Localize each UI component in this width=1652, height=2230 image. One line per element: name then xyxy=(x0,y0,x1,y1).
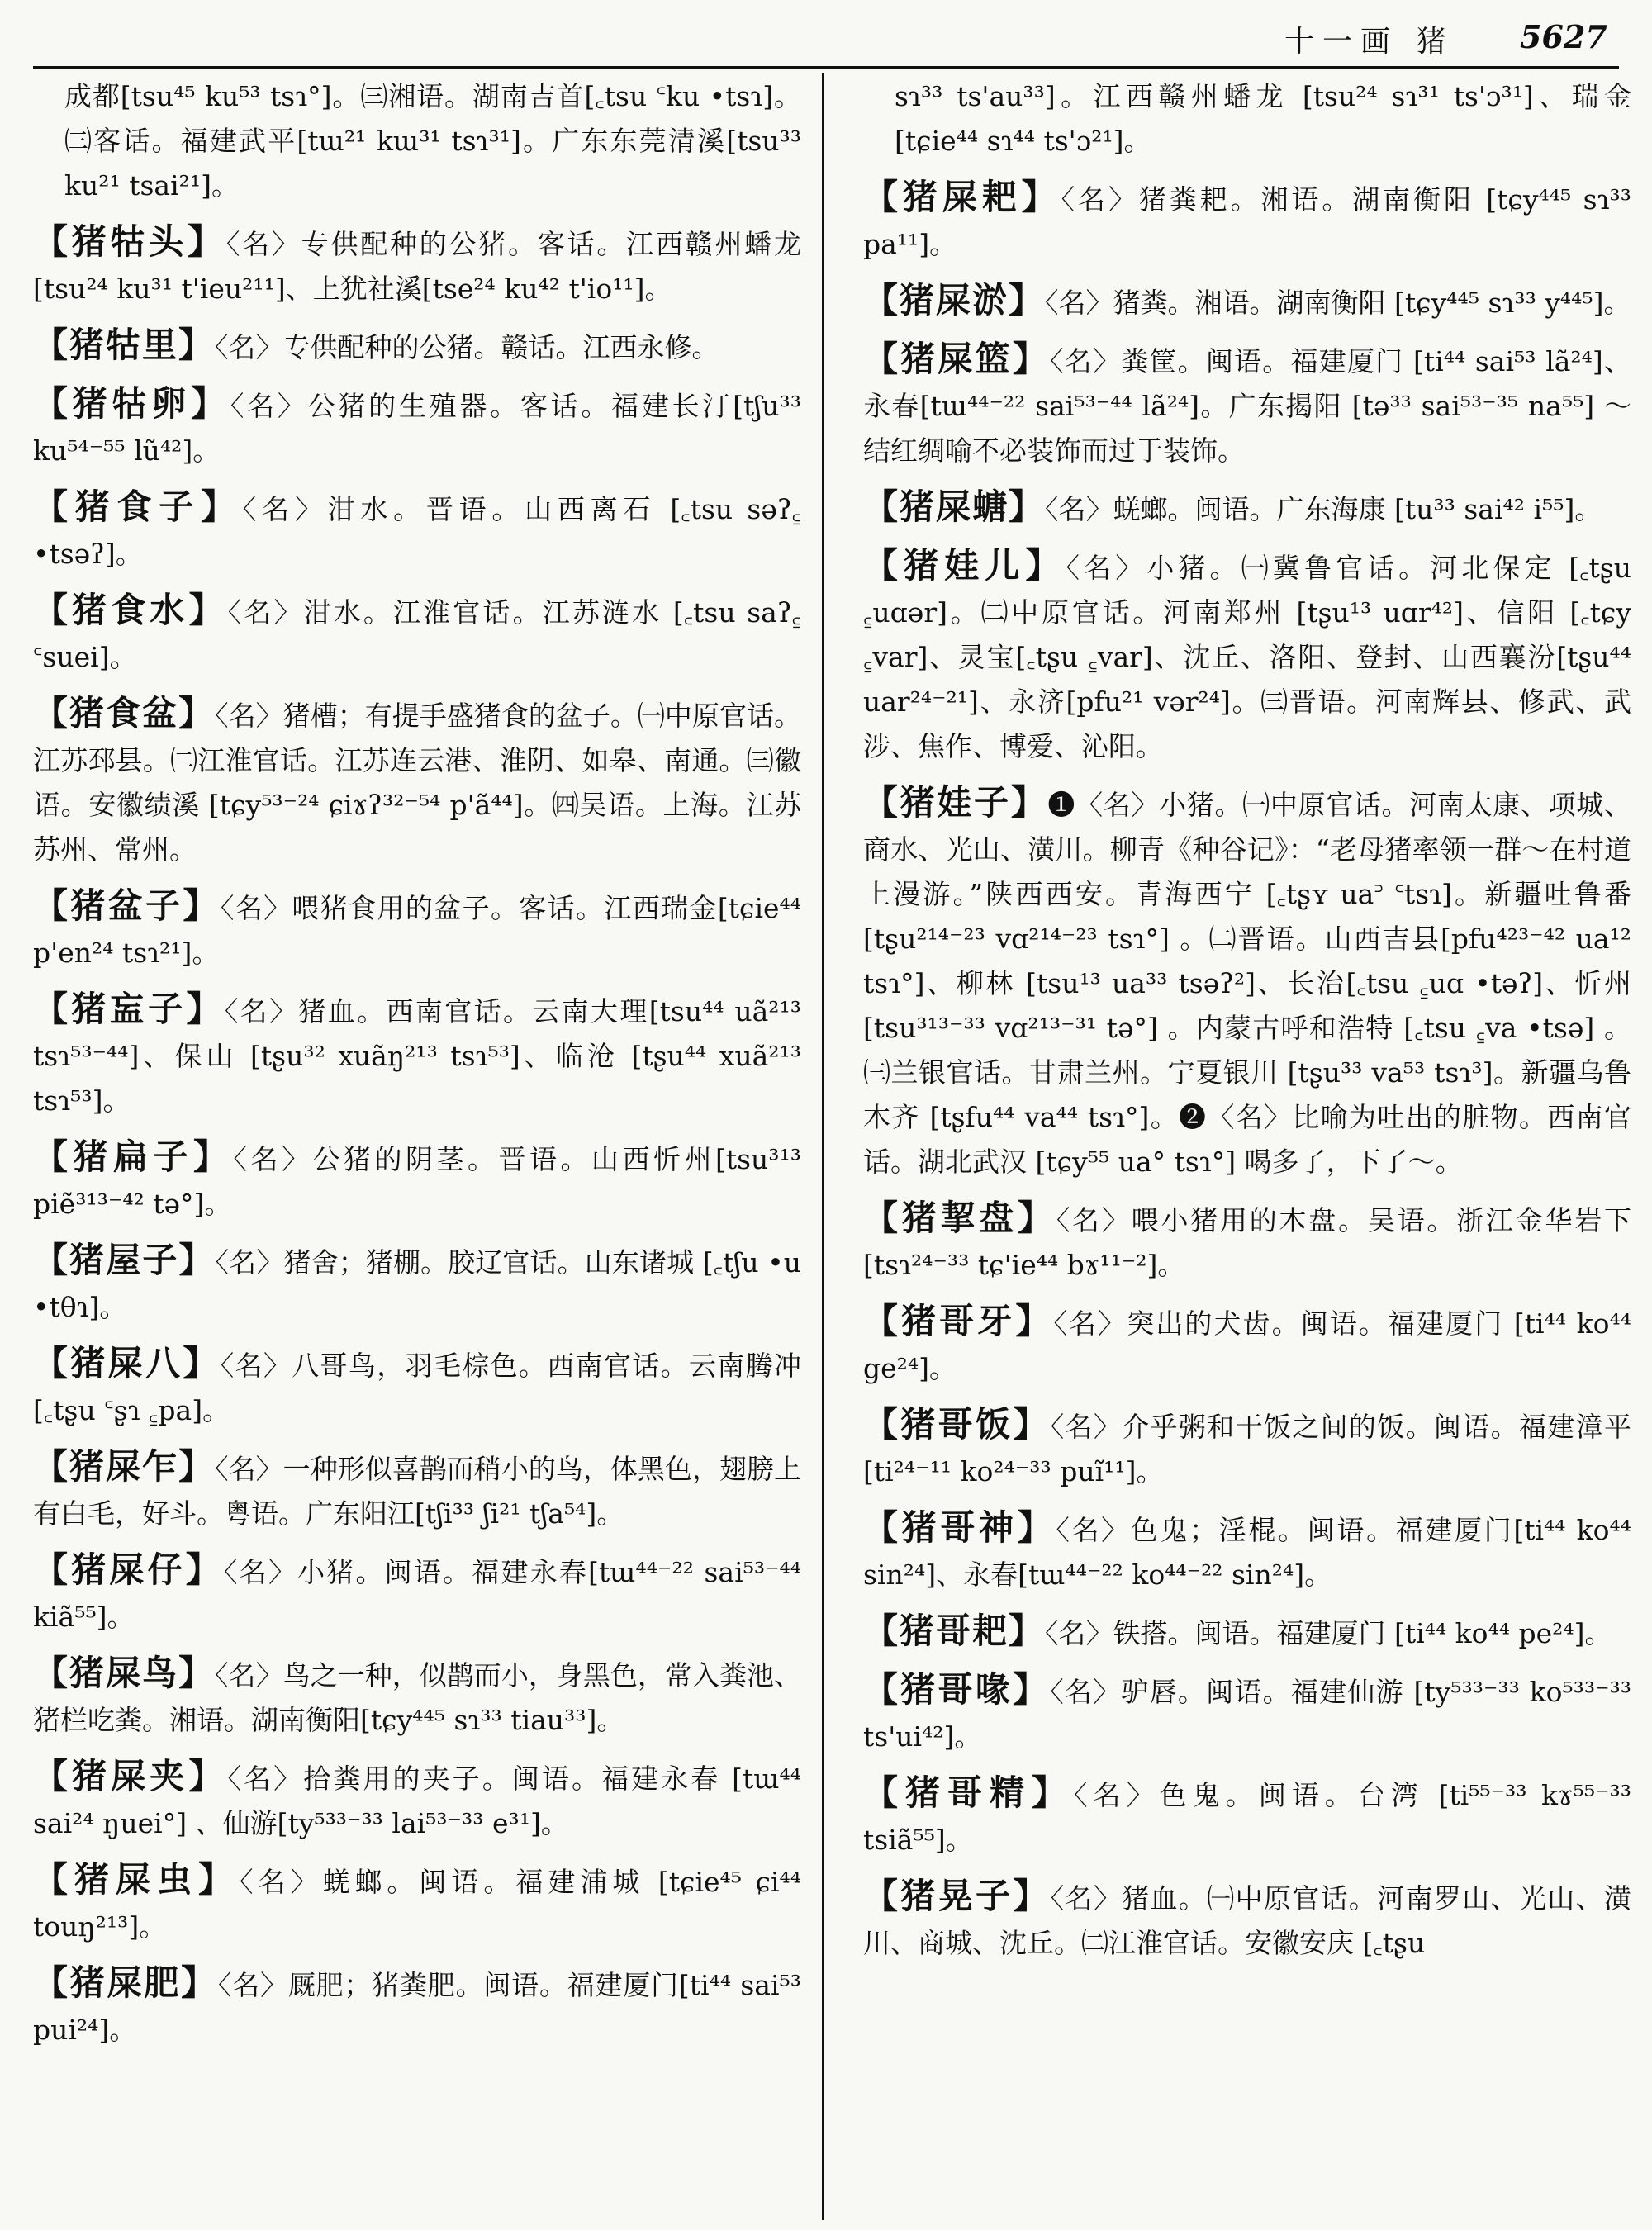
entry-body: 〈名〉拾粪用的夹子。闽语。福建永春 [tɯ⁴⁴ sai²⁴ ŋuei°] 、仙游[ty⁵³³⁻³³ lai⁵³⁻³³ e³¹]。 xyxy=(33,1763,801,1839)
headword: 【猪屎肥】 xyxy=(33,1962,218,2003)
dictionary-entry xyxy=(863,1668,1631,1759)
headword: 【猪哥牙】 xyxy=(863,1301,1054,1341)
dictionary-entry xyxy=(863,175,1631,267)
dictionary-entry xyxy=(863,780,1631,1184)
entry-body: 〈名〉猪槽；有提手盛猪食的盆子。㈠中原官话。江苏邳县。㈡江淮官话。江苏连云港、淮阴、如皋、南通。㈢徽语。安徽绩溪 [tɕy⁵³⁻²⁴ ɕiɤʔ³²⁻⁵⁴ p'ã⁴⁴]。㈣吴语。上海。江苏苏州、常州。 xyxy=(33,700,801,866)
entry-body: 〈名〉公猪的生殖器。客话。福建长汀[tʃu³³ ku⁵⁴⁻⁵⁵ lũ⁴²]。 xyxy=(33,390,801,467)
entry-body: 〈名〉小猪。㈠冀鲁官话。河北保定 [꜀tʂu ꜁uɑər]。㈡中原官话。河南郑州 [tʂu¹³ uɑr⁴²]、信阳 [꜀tɕy ꜁var]、灵宝[꜀tʂu ꜁var]、沈丘、洛阳、登封、山西襄汾[tʂu⁴⁴ uar²⁴⁻²¹]、永济[pfu²¹ vər²⁴]。㈢晋语。河南辉县、修武、武涉、焦作、博爱、沁阳。 xyxy=(863,552,1631,762)
dictionary-entry xyxy=(863,1196,1631,1288)
dictionary-entry xyxy=(33,1858,801,1949)
dictionary-entry xyxy=(33,987,801,1123)
dictionary-entry xyxy=(33,588,801,680)
headword: 【猪牯卵】 xyxy=(33,383,230,424)
dictionary-entry xyxy=(33,382,801,473)
entry-body: ❶〈名〉小猪。㈠中原官话。河南太康、项城、商水、光山、潢川。柳青《种谷记》：“老母猪率领一群～在村道上漫游。”陕西西安。青海西宁 [꜀tʂʏ ua꜄ ꜂tsɿ]。新疆吐鲁番 [tʂu²¹⁴⁻²³ vɑ²¹⁴⁻²³ tsɿ°] 。㈡晋语。山西吉县[pfu⁴²³⁻⁴² ua¹² tsɿ°]、柳林 [tsu¹³ ua³³ tsəʔ²]、长治[꜀tsu ꜁uɑ •təʔ]、忻州[tsu³¹³⁻³³ vɑ²¹³⁻³¹ tə°] 。内蒙古呼和浩特 [꜀tsu ꜁va •tsə] 。㈢兰银官话。甘肃兰州。宁夏银川 [tʂu³³ va⁵³ tsɿ³]。新疆乌鲁木齐 [tʂfu⁴⁴ va⁴⁴ tsɿ°]。❷〈名〉比喻为吐出的脏物。西南官话。湖北武汉 [tɕy⁵⁵ ua° tsɿ°] 喝多了，下了～。 xyxy=(863,789,1631,1178)
dictionary-entry xyxy=(33,1135,801,1226)
column-divider xyxy=(822,73,824,2220)
dictionary-entry xyxy=(863,278,1631,325)
headword: 【猪哥饭】 xyxy=(863,1404,1051,1445)
continuation-text: 成都[tsu⁴⁵ ku⁵³ tsɿ°]。㈢湘语。湖南吉首[꜀tsu ꜂ku •tsɿ]。㈢客话。福建武平[tɯ²¹ kɯ³¹ tsɿ³¹]。广东东莞清溪[tsu³³ ku²¹ tsai²¹]。 xyxy=(64,80,801,202)
entry-body: 〈名〉猪血。西南官话。云南大理[tsu⁴⁴ uã²¹³ tsɿ⁵³⁻⁴⁴]、保山 [tʂu³² xuãŋ²¹³ tsɿ⁵³]、临沧 [tʂu⁴⁴ xuã²¹³ tsɿ⁵³]。 xyxy=(33,995,801,1117)
entry-body: 〈名〉色鬼；淫棍。闽语。福建厦门[ti⁴⁴ ko⁴⁴ sin²⁴]、永春[tɯ⁴⁴⁻²² ko⁴⁴⁻²² sin²⁴]。 xyxy=(863,1514,1631,1591)
headword: 【猪屎淤】 xyxy=(863,280,1046,320)
headword: 【猪屎耙】 xyxy=(863,177,1061,217)
entry-body: 〈名〉一种形似喜鹊而稍小的鸟，体黑色，翅膀上有白毛，好斗。粤语。广东阳江[tʃi³³ ʃi²¹ tʃa⁵⁴]。 xyxy=(33,1453,801,1530)
entry-body: 〈名〉猪粪。湘语。湖南衡阳 [tɕy⁴⁴⁵ sɿ³³ y⁴⁴⁵]。 xyxy=(1045,287,1631,319)
headword: 【猪食盆】 xyxy=(33,693,216,733)
dictionary-entry xyxy=(33,1754,801,1846)
entry-body: 〈名〉专供配种的公猪。客话。江西赣州蟠龙 [tsu²⁴ ku³¹ t'ieu²¹¹]、上犹社溪[tse²⁴ ku⁴² t'io¹¹]。 xyxy=(33,228,801,305)
headword: 【猪牯里】 xyxy=(33,325,216,365)
dictionary-entry xyxy=(33,1341,801,1433)
entry-body: 〈名〉铁搭。闽语。福建厦门 [ti⁴⁴ ko⁴⁴ pe²⁴]。 xyxy=(1045,1617,1612,1649)
entry-body: 〈名〉专供配种的公猪。赣话。江西永修。 xyxy=(215,331,719,363)
entry-body: 〈名〉介乎粥和干饭之间的饭。闽语。福建漳平 [ti²⁴⁻¹¹ ko²⁴⁻³³ puĩ¹¹]。 xyxy=(863,1411,1631,1487)
headword: 【猪哥喙】 xyxy=(863,1669,1051,1710)
entry-body: 〈名〉驴唇。闽语。福建仙游 [ty⁵³³⁻³³ ko⁵³³⁻³³ ts'ui⁴²]。 xyxy=(863,1676,1631,1753)
entry-body: 〈名〉蜣螂。闽语。福建浦城 [tɕie⁴⁵ ɕi⁴⁴ touŋ²¹³]。 xyxy=(33,1866,801,1943)
dictionary-entry xyxy=(863,1874,1631,1966)
dictionary-entry xyxy=(33,1445,801,1536)
dictionary-entry xyxy=(863,1299,1631,1391)
entry-body: 〈名〉八哥鸟，羽毛棕色。西南官话。云南腾冲 [꜀tʂu ꜂ʂɿ ꜁pa]。 xyxy=(33,1350,801,1426)
entry-body: 〈名〉泔水。晋语。山西离石 [꜀tsu səʔ꜁ •tsəʔ]。 xyxy=(33,493,801,570)
entry-body: 〈名〉喂小猪用的木盘。吴语。浙江金华岩下[tsɿ²⁴⁻³³ tɕ'ie⁴⁴ bɤ¹¹⁻²]。 xyxy=(863,1204,1631,1281)
dictionary-entry xyxy=(863,485,1631,532)
headword: 【猪牯头】 xyxy=(33,221,226,262)
headword: 【猪屎八】 xyxy=(33,1343,221,1383)
headword: 【猪屎夹】 xyxy=(33,1756,228,1796)
headword: 【猪娃子】 xyxy=(863,782,1048,823)
entry-body: 〈名〉蜣螂。闽语。广东海康 [tu³³ sai⁴² i⁵⁵]。 xyxy=(1045,493,1602,525)
dictionary-entry xyxy=(33,1651,801,1743)
dictionary-entry xyxy=(33,220,801,311)
dictionary-entry xyxy=(863,1506,1631,1597)
headword: 【猪屎仔】 xyxy=(33,1549,224,1590)
header-section-title: 十一画 猪 xyxy=(1284,25,1455,59)
entry-body: 〈名〉鸟之一种，似鹊而小，身黑色，常入粪池、猪栏吃粪。湘语。湖南衡阳[tɕy⁴⁴⁵ sɿ³³ tiau³³]。 xyxy=(33,1659,801,1736)
headword: 【猪屎虫】 xyxy=(33,1859,240,1900)
dictionary-entry xyxy=(863,543,1631,769)
right-column xyxy=(863,74,1631,2222)
headword: 【猪屋子】 xyxy=(33,1240,216,1280)
dictionary-entry xyxy=(863,1771,1631,1862)
headword: 【猪盆子】 xyxy=(33,885,221,926)
headword: 【猪挈盘】 xyxy=(863,1198,1056,1238)
dictionary-entry xyxy=(33,884,801,975)
entry-body: 〈名〉色鬼。闽语。台湾 [ti⁵⁵⁻³³ kɤ⁵⁵⁻³³ tsiã⁵⁵]。 xyxy=(863,1779,1631,1856)
entry-body: 〈名〉猪血。㈠中原官话。河南罗山、光山、潢川、商城、沈丘。㈡江淮官话。安徽安庆 [꜀tʂu xyxy=(863,1882,1631,1959)
headword: 【猪晃子】 xyxy=(863,1876,1051,1916)
entry-body: 〈名〉厩肥；猪粪肥。闽语。福建厦门[ti⁴⁴ sai⁵³ pui²⁴]。 xyxy=(33,1969,801,2046)
dictionary-entry xyxy=(863,1402,1631,1494)
headword: 【猪屎螗】 xyxy=(863,486,1046,527)
dictionary-entry xyxy=(33,1548,801,1639)
headword: 【猪娃儿】 xyxy=(863,545,1066,586)
headword: 【猪哥精】 xyxy=(863,1772,1075,1813)
entry-body: 〈名〉突出的犬齿。闽语。福建厦门 [ti⁴⁴ ko⁴⁴ ge²⁴]。 xyxy=(863,1307,1631,1384)
headword: 【猪食子】 xyxy=(33,486,243,527)
page-header xyxy=(0,0,1652,58)
entry-body: 〈名〉小猪。闽语。福建永春[tɯ⁴⁴⁻²² sai⁵³⁻⁴⁴ kiã⁵⁵]。 xyxy=(33,1556,801,1633)
headword: 【猪屎乍】 xyxy=(33,1446,216,1487)
headword: 【猪屎篮】 xyxy=(863,339,1051,379)
dictionary-entry xyxy=(863,1609,1631,1656)
left-column xyxy=(33,74,801,2222)
entry-body: 〈名〉猪舍；猪棚。胶辽官话。山东诸城 [꜀tʃu •u •tθɿ]。 xyxy=(33,1246,801,1323)
entry-body: 〈名〉粪筐。闽语。福建厦门 [ti⁴⁴ sai⁵³ lã²⁴]、永春[tɯ⁴⁴⁻²² sai⁵³⁻⁴⁴ lã²⁴]。广东揭阳 [tə³³ sai⁵³⁻³⁵ na⁵⁵] ～结红绸喻不必装饰而过于装饰。 xyxy=(863,345,1631,467)
headword: 【猪衁子】 xyxy=(33,989,225,1029)
dictionary-entry xyxy=(33,691,801,872)
dictionary-entry xyxy=(33,1238,801,1330)
entry-body: 〈名〉公猪的阴茎。晋语。山西忻州[tsu³¹³ piẽ³¹³⁻⁴² tə°]。 xyxy=(33,1143,801,1220)
dictionary-entry xyxy=(33,485,801,576)
entry-body: 〈名〉泔水。江淮官话。江苏涟水 [꜀tsu saʔ꜁ ꜂suei]。 xyxy=(33,596,801,673)
headword: 【猪扁子】 xyxy=(33,1136,234,1177)
entry-body: 〈名〉喂猪食用的盆子。客话。江西瑞金[tɕie⁴⁴ p'en²⁴ tsɿ²¹]。 xyxy=(33,892,801,969)
headword: 【猪哥神】 xyxy=(863,1507,1056,1548)
entry-body: 〈名〉猪粪耙。湘语。湖南衡阳 [tɕy⁴⁴⁵ sɿ³³ pa¹¹]。 xyxy=(863,183,1631,260)
page-number: 5627 xyxy=(1520,18,1607,55)
headword: 【猪食水】 xyxy=(33,590,228,630)
dictionary-entry xyxy=(863,337,1631,473)
dictionary-entry xyxy=(33,1961,801,2052)
dictionary-entry xyxy=(33,323,801,370)
headword: 【猪屎鸟】 xyxy=(33,1653,216,1693)
header-rule xyxy=(33,66,1619,69)
headword: 【猪哥耙】 xyxy=(863,1611,1046,1651)
continuation-text: sɿ³³ ts'au³³]。江西赣州蟠龙 [tsu²⁴ sɿ³¹ ts'ɔ³¹]、瑞金[tɕie⁴⁴ sɿ⁴⁴ ts'ɔ²¹]。 xyxy=(895,80,1631,157)
